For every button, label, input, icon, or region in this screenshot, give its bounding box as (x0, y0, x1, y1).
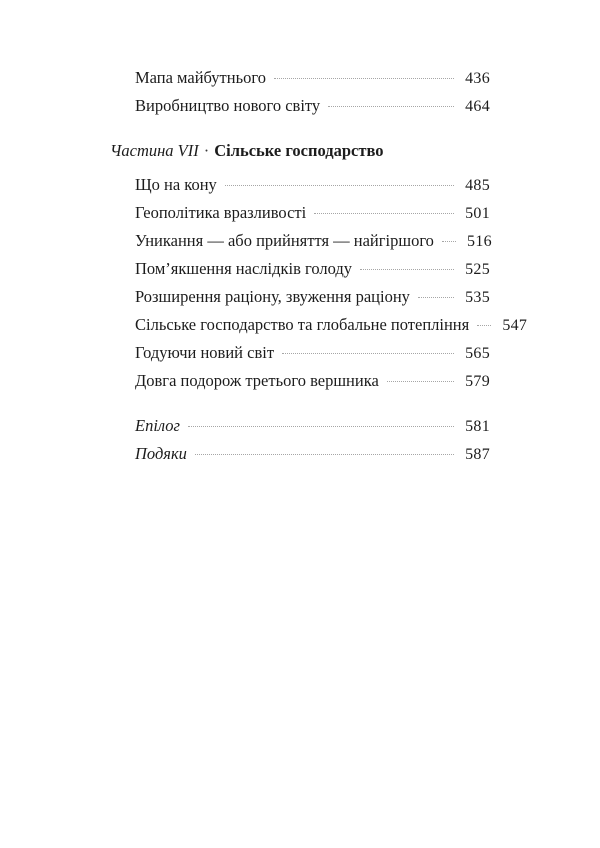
toc-page-number: 501 (465, 205, 490, 222)
toc-page-number: 525 (465, 261, 490, 278)
dot-leader (282, 353, 454, 354)
toc-entry-title: Годуючи новий світ (135, 343, 275, 362)
toc-row (135, 412, 490, 440)
toc-row (135, 283, 490, 311)
toc-row (135, 440, 490, 468)
toc-entry-title: Пом’якшення наслідків голоду (135, 259, 353, 278)
section-part-label: Частина VII (110, 141, 199, 160)
section-separator: · (203, 141, 210, 160)
dot-leader (442, 241, 456, 242)
toc-entry-title: Що на кону (135, 175, 217, 194)
toc-row (135, 92, 490, 120)
dot-leader (387, 381, 454, 382)
toc-entry-title: Довга подорож третього вершника (135, 371, 379, 390)
section-part-title: Сільське господарство (214, 141, 384, 160)
toc-row (135, 255, 490, 283)
dot-leader (314, 213, 454, 214)
toc-page-number: 581 (465, 418, 490, 435)
toc-row (135, 339, 490, 367)
toc-page-number: 436 (465, 70, 490, 87)
toc-page-number: 516 (467, 233, 492, 250)
toc-entry-title: Епілог (135, 416, 180, 435)
toc-entry-title: Уникання — або прийняття — найгіршого (135, 231, 434, 250)
toc-entry-title: Розширення раціону, звуження раціону (135, 287, 410, 306)
toc-page-number: 535 (465, 289, 490, 306)
toc-row (135, 311, 528, 339)
dot-leader (188, 426, 454, 427)
toc-page-number: 587 (465, 446, 490, 463)
dot-leader (360, 269, 454, 270)
toc-row (135, 64, 490, 92)
dot-leader (195, 454, 454, 455)
toc-end-group (135, 412, 490, 468)
toc-page-number: 464 (465, 98, 490, 115)
toc-page-number: 565 (465, 345, 490, 362)
toc-row (135, 199, 490, 227)
toc-entry-title: Мапа майбутнього (135, 68, 266, 87)
toc-page-number: 485 (465, 177, 490, 194)
toc-entry-title: Виробництво нового світу (135, 96, 321, 115)
dot-leader (477, 325, 491, 326)
dot-leader (274, 78, 454, 79)
toc-entry-title: Геополітика вразливості (135, 203, 307, 222)
toc-entry-title: Сільське господарство та глобальне потепління (135, 315, 470, 334)
toc-page-number: 547 (502, 317, 528, 334)
toc-row (135, 227, 490, 255)
toc-page-number: 579 (465, 373, 490, 390)
dot-leader (328, 106, 454, 107)
dot-leader (418, 297, 454, 298)
toc-row (135, 171, 490, 199)
dot-leader (225, 185, 454, 186)
toc-row (135, 367, 490, 395)
section-header (110, 137, 490, 164)
toc-entry-title: Подяки (135, 444, 187, 463)
